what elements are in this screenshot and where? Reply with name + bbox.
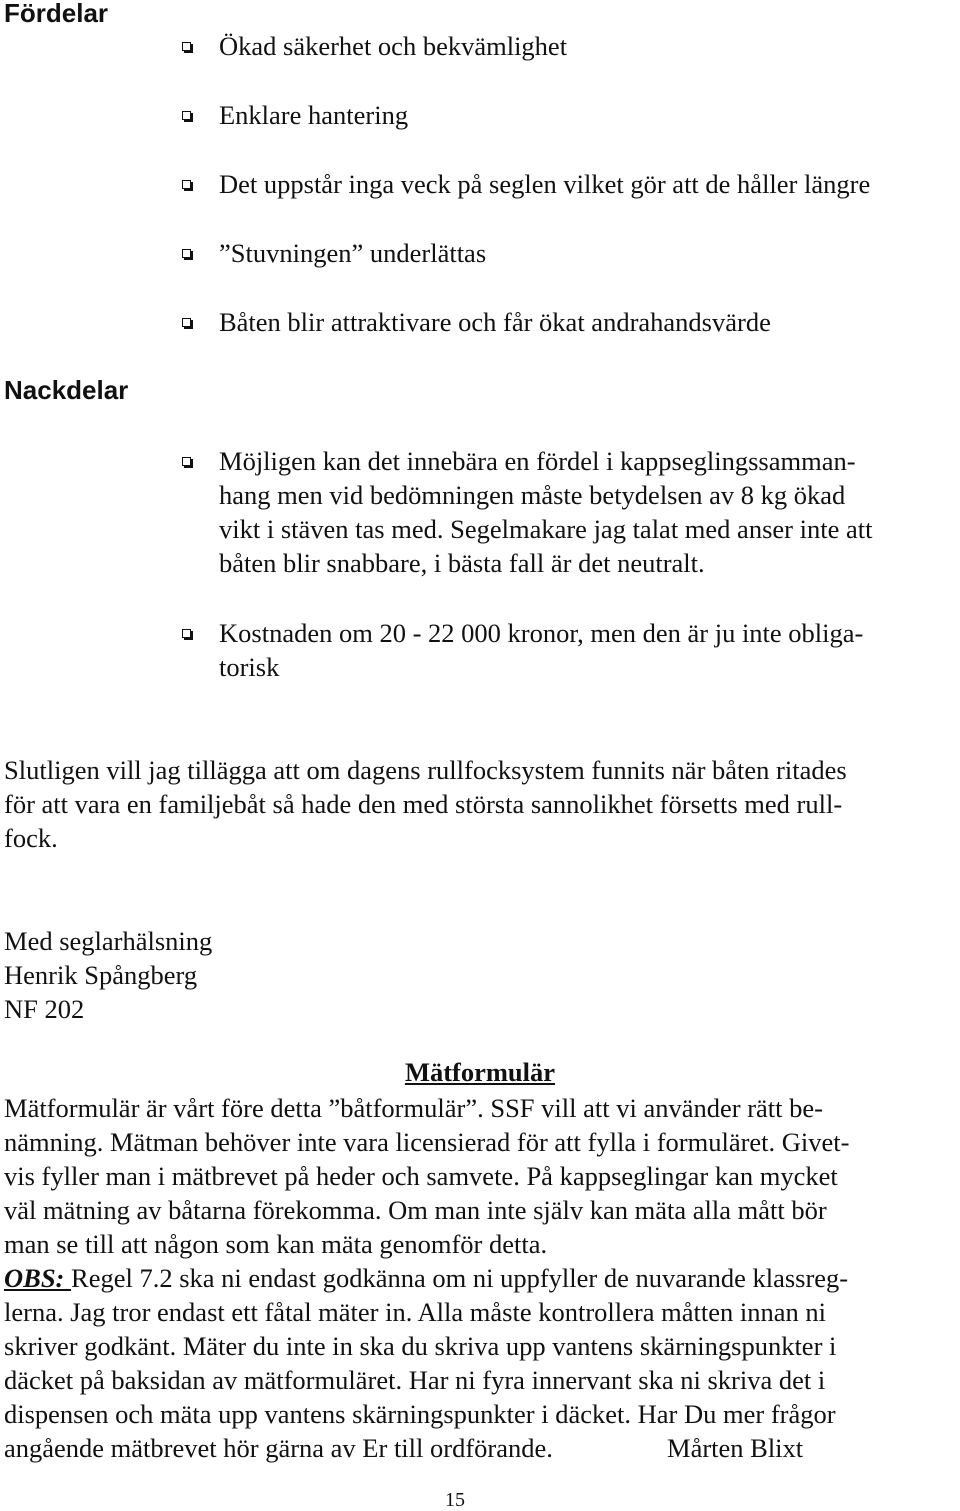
- checkbox-bullet-icon: [182, 249, 191, 258]
- list-item: Det uppstår inga veck på seglen vilket gör att de håller längre: [219, 169, 871, 199]
- paragraph-line: Slutligen vill jag tillägga att om dagens rullfocksystem funnits när båten ritades: [4, 755, 847, 785]
- page-number: 15: [445, 1489, 465, 1511]
- list-item-line: Kostnaden om 20 - 22 000 kronor, men den är ju inte obliga-: [219, 618, 864, 648]
- obs-line: [4, 1265, 848, 1292]
- list-item-line: torisk: [219, 652, 280, 682]
- matformular-title: Mätformulär: [404, 1057, 556, 1087]
- paragraph-line: vis fyller man i mätbrevet på heder och samvete. På kappseglingar kan mycket: [4, 1161, 838, 1191]
- list-item-line: Möjligen kan det innebära en fördel i kappseglingssamman-: [219, 446, 856, 476]
- section-heading-fordelar: Fördelar: [4, 0, 109, 28]
- checkbox-bullet-icon: [182, 180, 191, 189]
- paragraph-line: för att vara en familjebåt så hade den med största sannolikhet försetts med rull-: [4, 789, 843, 819]
- paragraph-line: man se till att någon som kan mäta genomför detta.: [4, 1229, 548, 1259]
- boat-number: NF 202: [4, 994, 85, 1024]
- list-item-line: hang men vid bedömningen måste betydelsen av 8 kg ökad: [219, 480, 846, 510]
- checkbox-bullet-icon: [182, 318, 191, 327]
- list-item: Båten blir attraktivare och får ökat andrahandsvärde: [219, 307, 771, 337]
- author-name: Mårten Blixt: [667, 1433, 804, 1463]
- checkbox-bullet-icon: [182, 457, 191, 466]
- paragraph-line: dispensen och mäta upp vantens skärningspunkter i däcket. Har Du mer frågor: [4, 1399, 836, 1429]
- paragraph-line: nämning. Mätman behöver inte vara licensierad för att fylla i formuläret. Givet-: [4, 1127, 850, 1157]
- list-item: ”Stuvningen” underlättas: [219, 238, 487, 268]
- checkbox-bullet-icon: [182, 629, 191, 638]
- paragraph-line: skriver godkänt. Mäter du inte in ska du skriva upp vantens skärningspunkter i: [4, 1331, 837, 1361]
- checkbox-bullet-icon: [182, 42, 191, 51]
- section-heading-nackdelar: Nackdelar: [4, 375, 129, 405]
- obs-label: OBS:: [4, 1263, 72, 1293]
- greeting: Med seglarhälsning: [4, 926, 213, 956]
- list-item: Ökad säkerhet och bekvämlighet: [219, 31, 568, 61]
- paragraph-line: Mätformulär är vårt före detta ”båtformulär”. SSF vill att vi använder rätt be-: [4, 1093, 823, 1123]
- paragraph-line: angående mätbrevet hör gärna av Er till ordförande.: [4, 1433, 553, 1463]
- paragraph-line: däcket på baksidan av mätformuläret. Har ni fyra innervant ska ni skriva det i: [4, 1365, 826, 1395]
- paragraph-line: fock.: [4, 823, 58, 853]
- paragraph-line: lerna. Jag tror endast ett fåtal mäter in. Alla måste kontrollera måtten innan ni: [4, 1297, 826, 1327]
- obs-text: Regel 7.2 ska ni endast godkänna om ni uppfyller de nuvarande klassreg-: [71, 1263, 849, 1293]
- list-item-line: båten blir snabbare, i bästa fall är det neutralt.: [219, 548, 705, 578]
- signer-name: Henrik Spångberg: [4, 960, 198, 990]
- list-item-line: vikt i stäven tas med. Segelmakare jag talat med anser inte att: [219, 514, 873, 544]
- paragraph-line: väl mätning av båtarna förekomma. Om man inte själv kan mäta alla mått bör: [4, 1195, 827, 1225]
- list-item: Enklare hantering: [219, 100, 409, 130]
- checkbox-bullet-icon: [182, 111, 191, 120]
